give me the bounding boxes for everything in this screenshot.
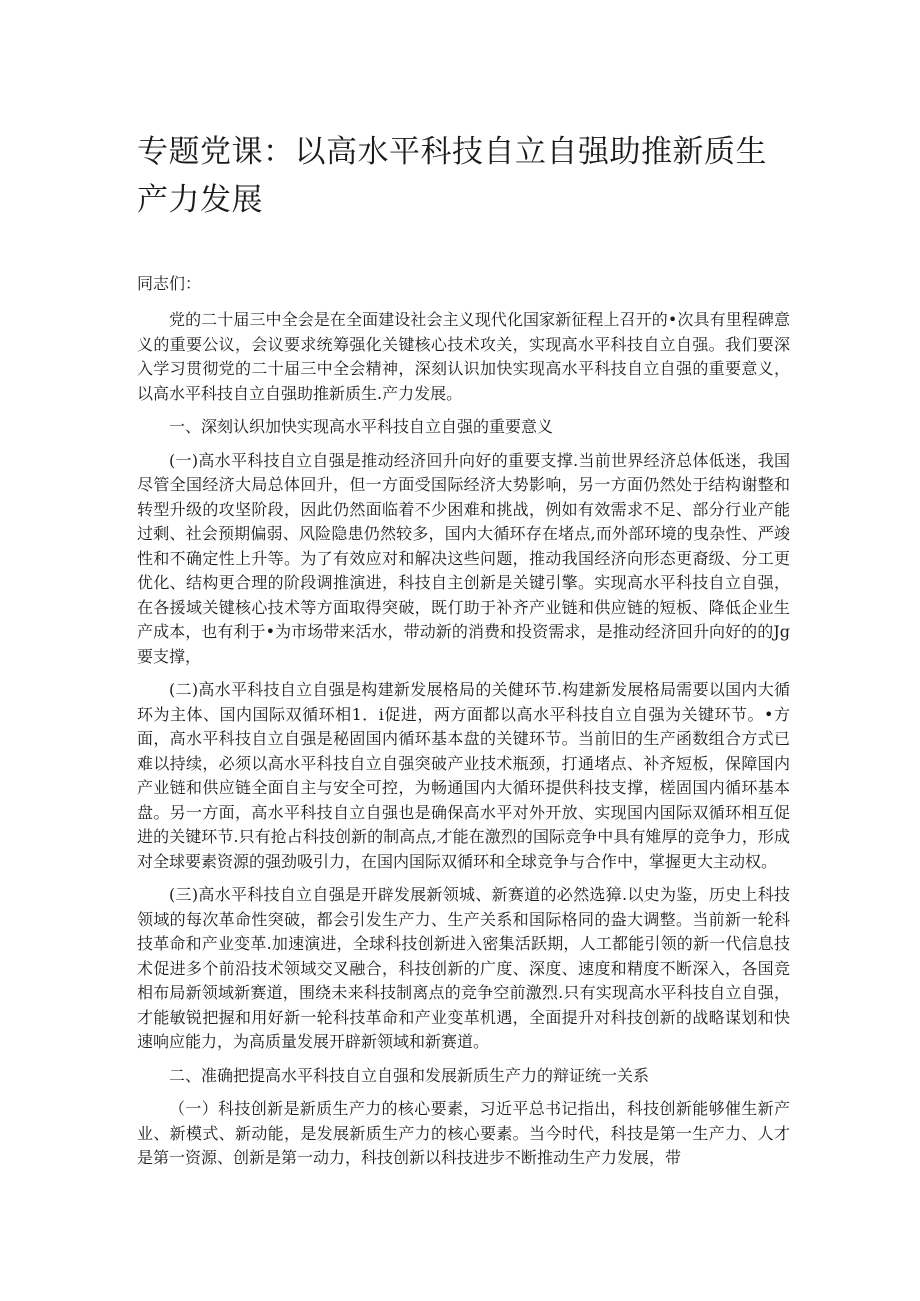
paragraph-1-1: (一)高水平科技自立自强是推动经济回升向好的重要支撑.当前世界经济总体低迷，我国尽管全国经济大局总体回升，但一方面受国际经济大势影响，另一方面仍然处于结构谢整和转型升级的攻坚阶段，因此仍然面临着不少困难和挑战，例如有效需求不足、部分行业产能过剩、社会预期偏弱、风险隐患仍然较多，国内大循环存在堵点,而外部环境的曳杂性、严竣性和不确定性上升等。为了有效应对和解决这些问题，推动我国经济向形态更裔级、分工更优化、结构更合理的阶段调推演进，科技自主创新是关键引擎。实现高水平科技自立自强，在各援域关键核心技术等方面取得突破，既仃助于补齐产业链和供应链的短板、降低企业生产成本，也有利于•为市场带来活水，带动新的消费和投资需求，是推动经济回升向好的的Jg要支撑，	[137, 450, 790, 666]
document-body	[137, 308, 790, 1180]
document-title: 专题党课：以高水平科技自立自强助推新质生产力发展	[137, 134, 767, 218]
paragraph-1-2: (二)高水平科技自立自强是构建新发展格局的关健环节.构建新发展格局需要以国内大循环为主体、国内国际双循环相1．i促进，两方面都以高水平科技自立自强为关键环节。•方面，高水平科技自立自强是秘固国内循环基本盘的关键环节。当前旧的生产函数组合方式已难以持续，必须以高水平科技自立自强突破产业技术瓶颈，打通堵点、补齐短板，保障国内产业链和供应链全面自主与安全可控，为畅通国内大循环提供科技支撑，槎固国内循环基本盘。另一方面，高水平科技自立自强也是确保高水平对外开放、实现国内国际双循环相互促进的关键环节.只有抢占科技创新的制高点,才能在激烈的国际竞争中具有雉厚的竞争力，形成对全球要素资源的强劲吸引力，在国内国际双循环和全球竞争与合作中，掌握更大主动权。	[137, 680, 790, 871]
section-heading-1: 一、深刻认织加快实现高水平科技自立自强的重要意义	[169, 417, 554, 436]
section-heading-2: 二、准确把提高水平科技自立自强和发展新质生产力的辩证统一关系	[169, 1065, 650, 1085]
paragraph-2-1: （一）科技创新是新质生产力的核心要素，习近平总书记指出，科技创新能够催生新产业、新模式、新动能，是发展新质生产力的核心要素。当今时代，科技是第一生产力、人才是第一资源、创新是第一动力，科技创新以科技进步不断推动生产力发展，带	[137, 1099, 790, 1167]
paragraph-intro: 党的二十届三中全会是在全面建设社会主义现代化国家新征程上召开的•次具有里程碑意义的重要公议，会议要求统筹强化关键核心技术攻关，实现高水平科技自立自强。我们要深入学习贯彻党的二十届三中全会精神，深刻认识加快实现高水平科技自立自强的重要意义，以高水平科技自立自强助推新质生.产力发展。	[137, 310, 790, 403]
salutation: 同志们：	[137, 274, 202, 293]
paragraph-1-3: (三)高水平科技自立自强是开辟发展新领城、新赛道的必然选獐.以史为鉴，历史上科技领域的每次革命性突破，都会引发生产力、生产关系和国际格同的盎大调整。当前新一轮科技革命和产业变革.加速演进，全球科技创新进入密集活跃期，人工都能引领的新一代信息技术促进多个前沿技术领域交叉融合，科技创新的广度、深度、速度和精度不断深入，各国竞相布局新领域新赛道，围绕未来科技制离点的竞争空前激烈.只有实现高水平科技自立自强，才能敏锐把握和用好新一轮科技革命和产业变革机遇，全面提升对科技创新的战略谋划和快速响应能力，为高质量发展开辟新领域和新赛道。	[137, 885, 790, 1051]
